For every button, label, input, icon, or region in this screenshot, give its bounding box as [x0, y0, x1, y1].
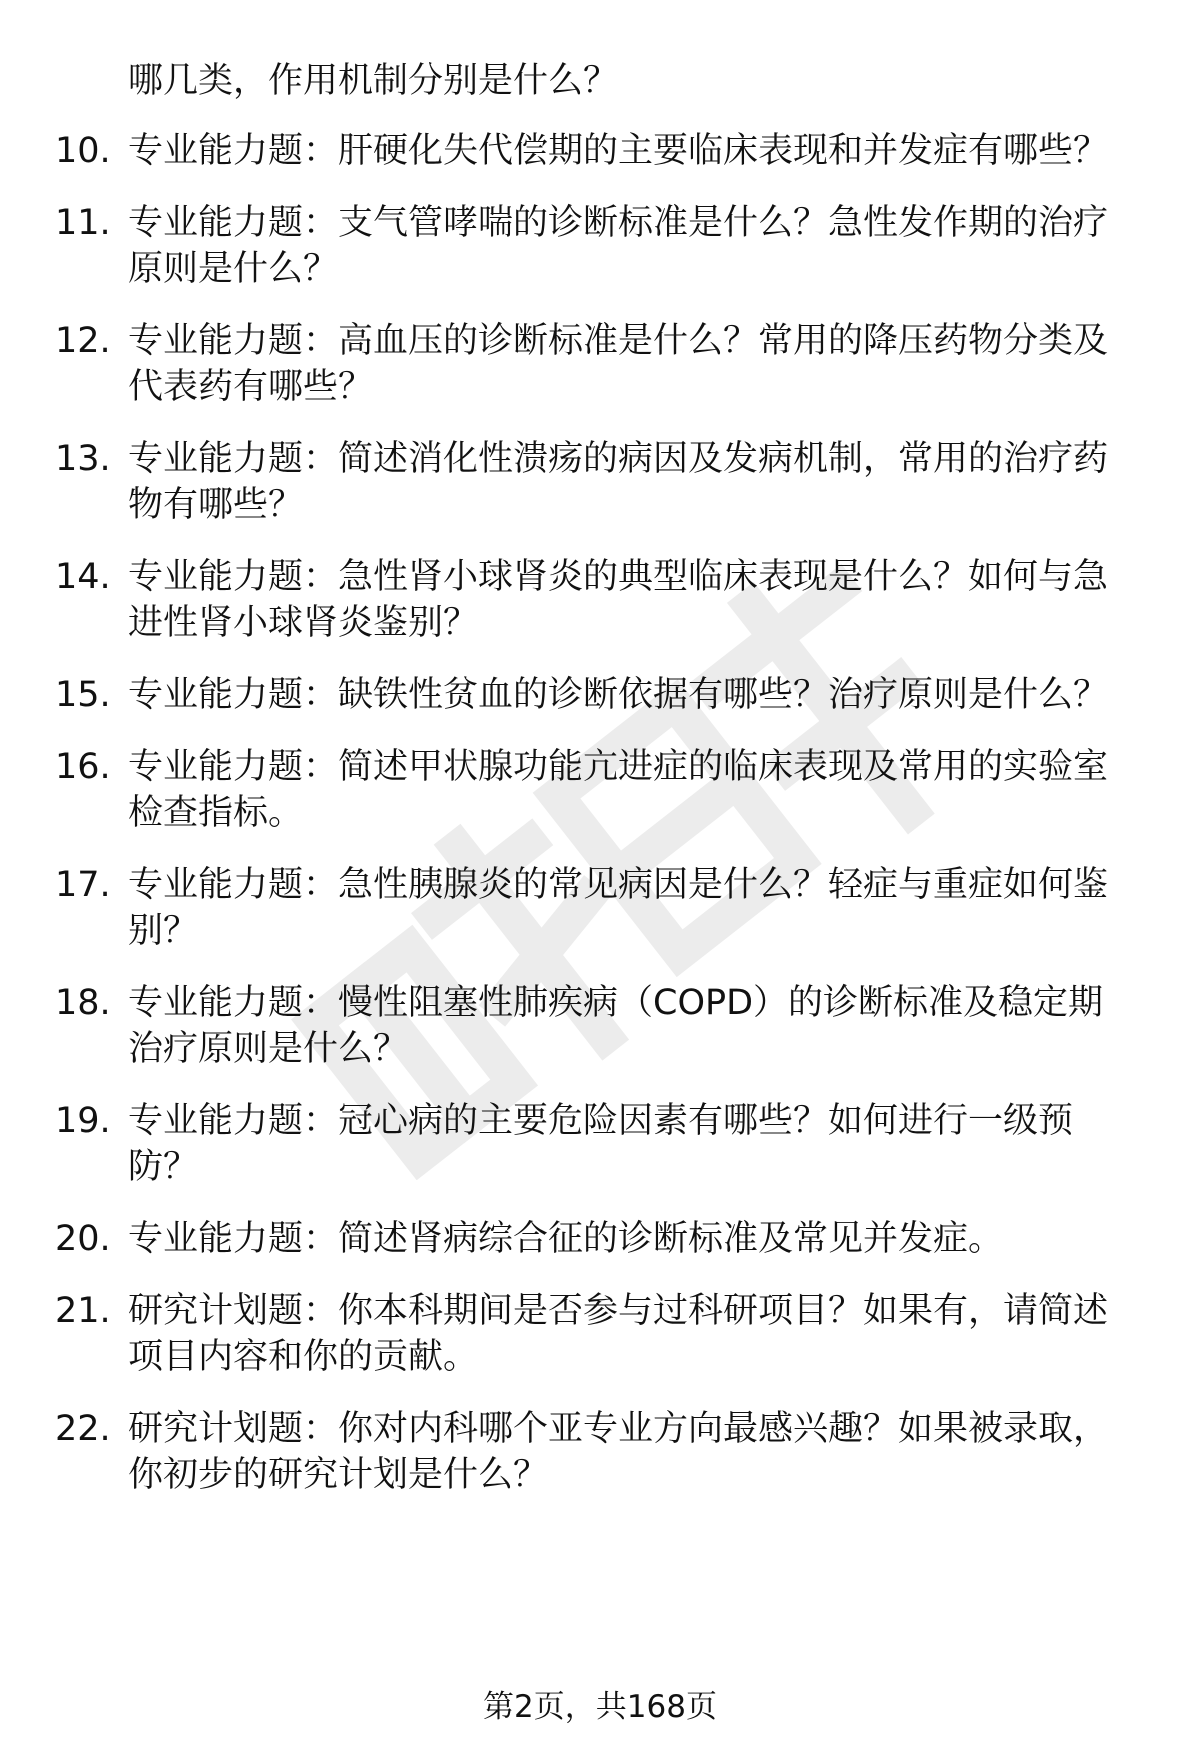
continuation-text: 哪几类，作用机制分别是什么？ [128, 61, 619, 101]
question-number: 20. [55, 1219, 111, 1259]
question-number: 12. [55, 321, 111, 361]
question-text: 专业能力题：肝硬化失代偿期的主要临床表现和并发症有哪些？ [128, 131, 1109, 171]
question-number: 14. [55, 557, 111, 597]
question-text: 进性肾小球肾炎鉴别？ [128, 603, 479, 643]
question-number: 21. [55, 1291, 111, 1331]
question-text: 专业能力题：急性肾小球肾炎的典型临床表现是什么？如何与急 [128, 557, 1109, 597]
question-text: 研究计划题：你对内科哪个亚专业方向最感兴趣？如果被录取， [128, 1409, 1109, 1449]
question-text: 项目内容和你的贡献。 [128, 1337, 479, 1377]
question-text: 别？ [128, 911, 199, 951]
question-text: 物有哪些？ [128, 485, 304, 525]
question-text: 专业能力题：简述肾病综合征的诊断标准及常见并发症。 [128, 1219, 1004, 1259]
question-number: 17. [55, 865, 111, 905]
question-text: 专业能力题：急性胰腺炎的常见病因是什么？轻症与重症如何鉴 [128, 865, 1109, 905]
question-text: 专业能力题：慢性阻塞性肺疾病（COPD）的诊断标准及稳定期 [128, 983, 1104, 1023]
question-text: 专业能力题：简述甲状腺功能亢进症的临床表现及常用的实验室 [128, 747, 1109, 787]
question-text: 防？ [128, 1147, 199, 1187]
question-text: 检查指标。 [128, 793, 304, 833]
question-text: 你初步的研究计划是什么？ [128, 1455, 549, 1495]
question-text: 专业能力题：支气管哮喘的诊断标准是什么？急性发作期的治疗 [128, 203, 1109, 243]
question-number: 18. [55, 983, 111, 1023]
question-number: 10. [55, 131, 111, 171]
question-text: 专业能力题：简述消化性溃疡的病因及发病机制，常用的治疗药 [128, 439, 1109, 479]
question-text: 研究计划题：你本科期间是否参与过科研项目？如果有，请简述 [128, 1291, 1109, 1331]
question-number: 16. [55, 747, 111, 787]
question-text: 专业能力题：缺铁性贫血的诊断依据有哪些？治疗原则是什么？ [128, 675, 1109, 715]
question-number: 13. [55, 439, 111, 479]
question-text: 专业能力题：冠心病的主要危险因素有哪些？如何进行一级预 [128, 1101, 1074, 1141]
question-number: 15. [55, 675, 111, 715]
question-number: 11. [55, 203, 111, 243]
question-text: 原则是什么？ [128, 249, 339, 289]
question-number: 19. [55, 1101, 111, 1141]
question-text: 专业能力题：高血压的诊断标准是什么？常用的降压药物分类及 [128, 321, 1109, 361]
question-text: 治疗原则是什么？ [128, 1029, 409, 1069]
question-number: 22. [55, 1409, 111, 1449]
question-text: 代表药有哪些？ [128, 367, 374, 407]
page-footer: 第2页，共168页 [483, 1689, 717, 1725]
